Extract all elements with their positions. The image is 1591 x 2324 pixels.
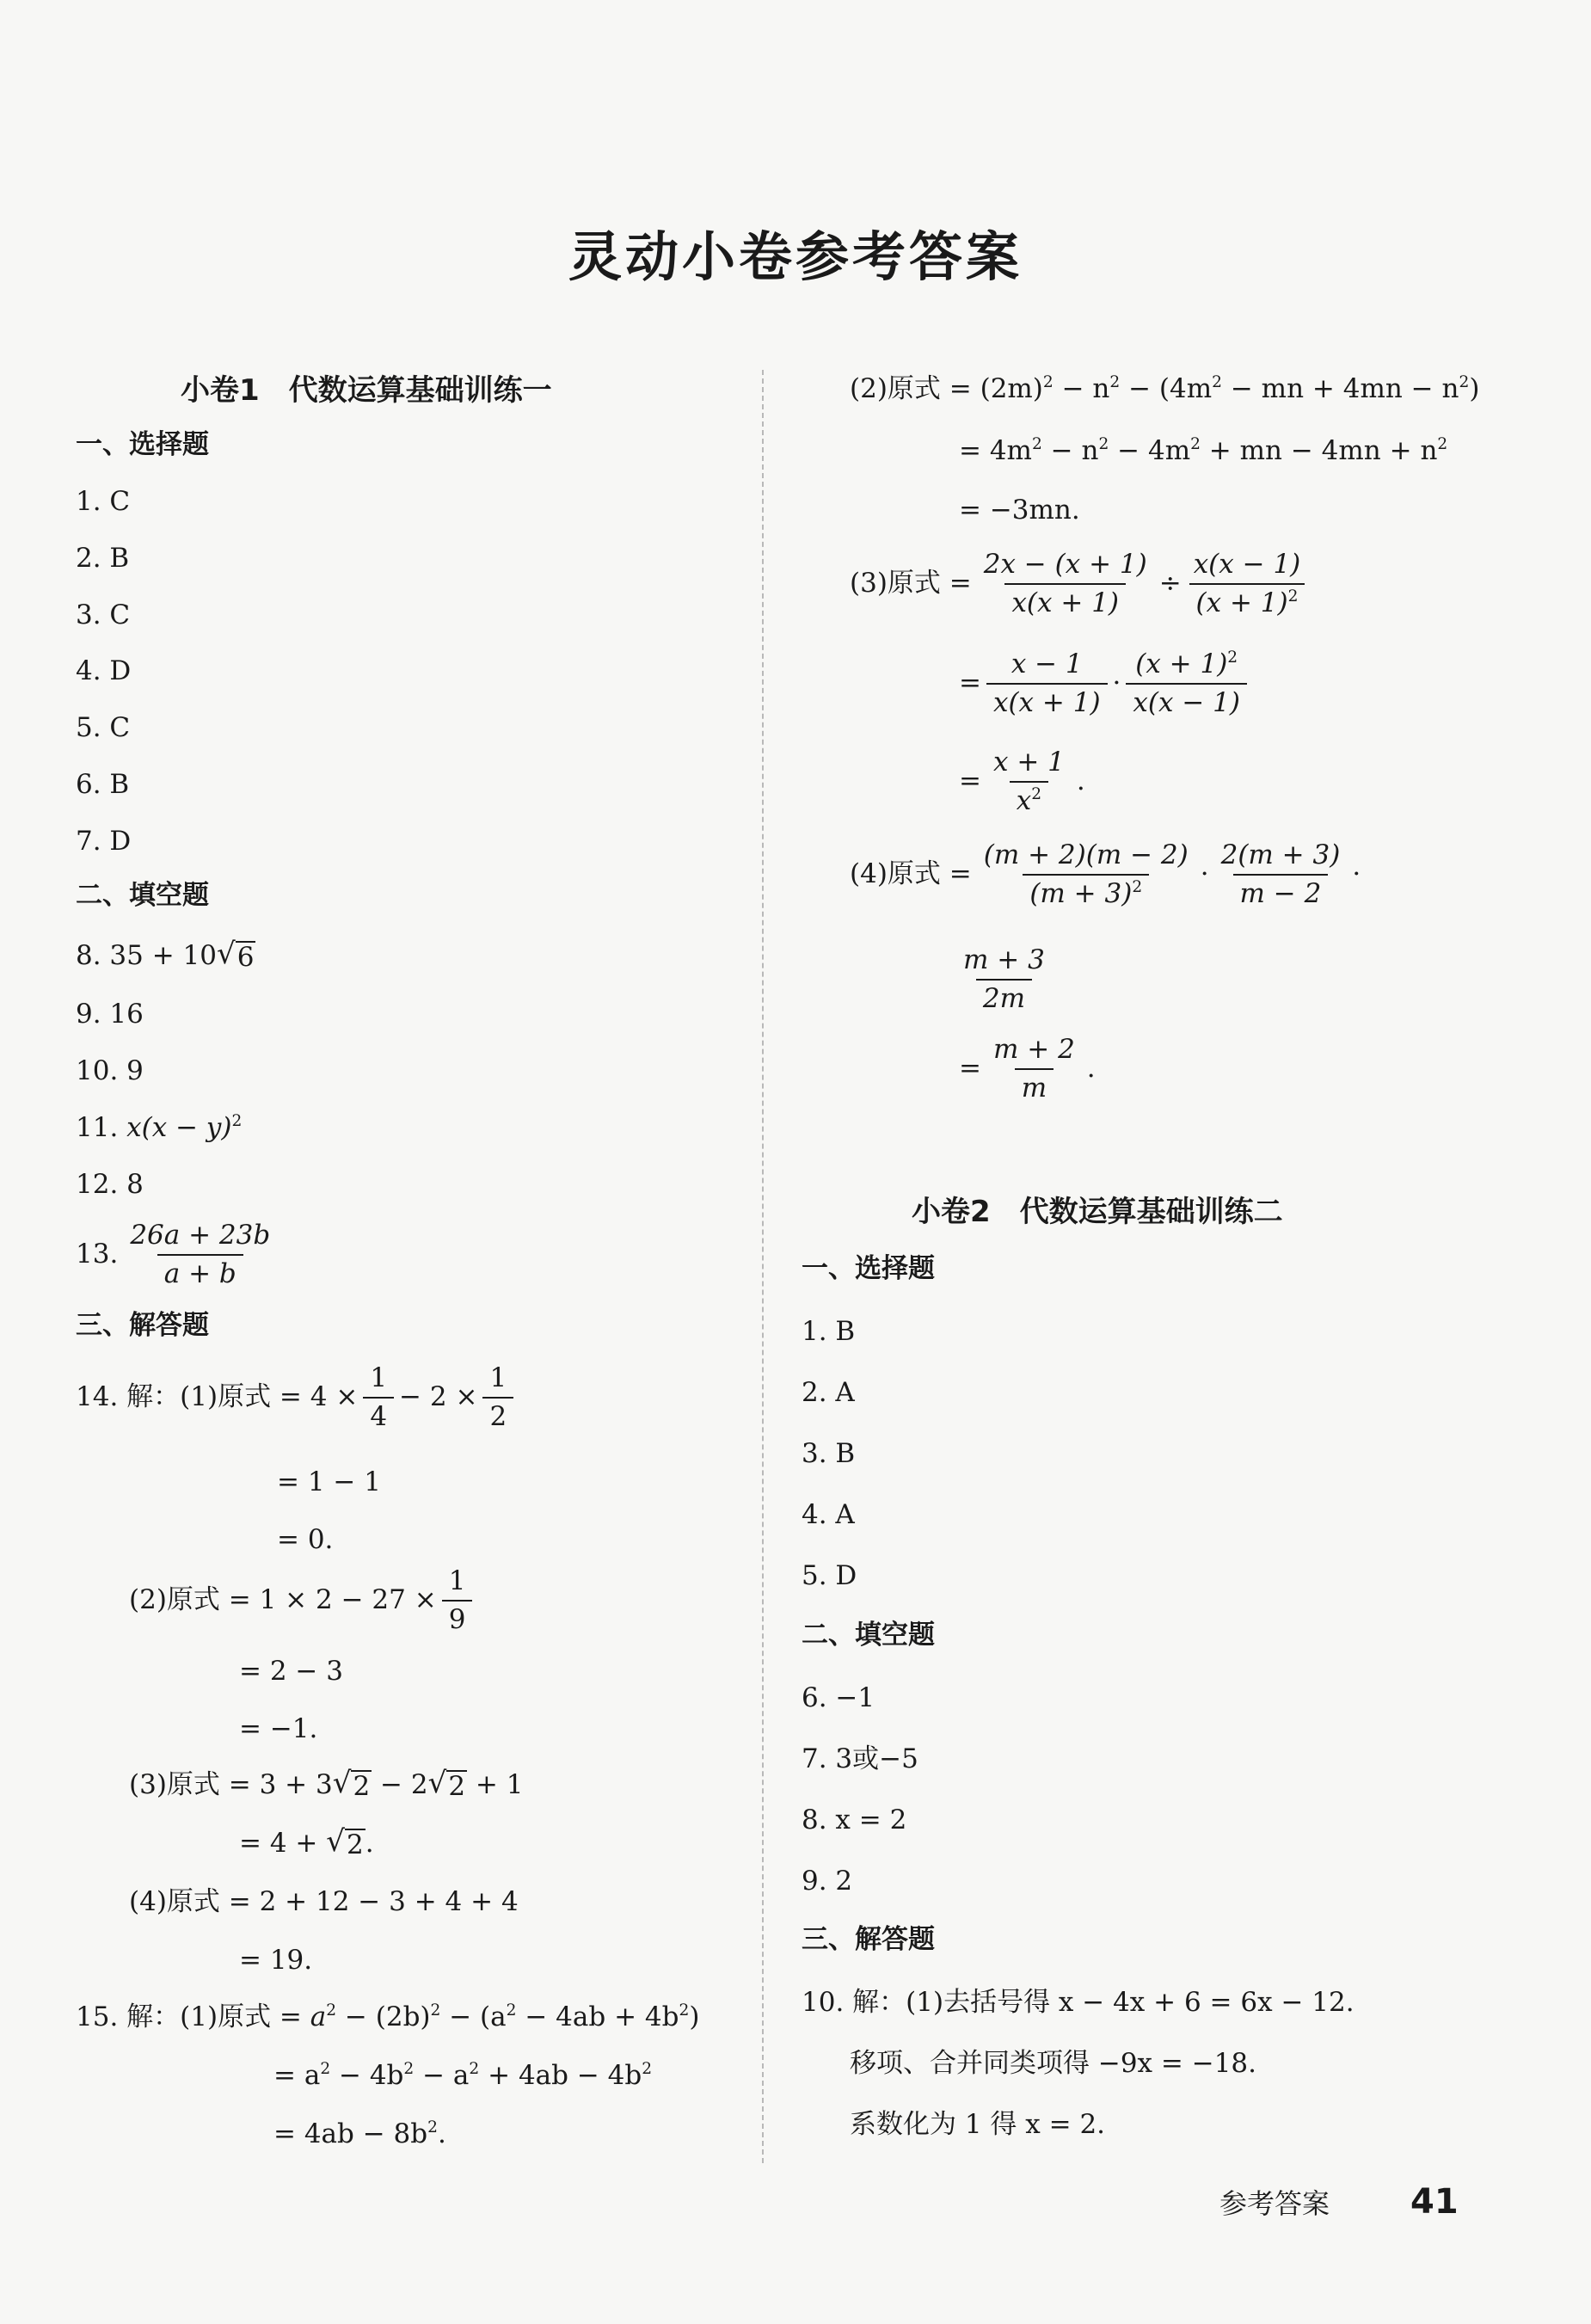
solution-line: = 1 − 1 bbox=[277, 1466, 381, 1497]
solution-line: = $\frac{x + 1}{x^2}$ . bbox=[959, 747, 1085, 816]
answer-item: 1. B bbox=[802, 1316, 856, 1347]
solution-line: 移项、合并同类项得 −9x = −18. bbox=[850, 2048, 1256, 2079]
solution-line: (3)原式 = 3 + 3 √ 2 − 2 √ 2 + 1 bbox=[129, 1766, 524, 1802]
answer-item: 9. 16 bbox=[76, 999, 144, 1030]
section-title-quiz-2: 小卷2 代数运算基础训练二 bbox=[912, 1195, 1283, 1229]
solution-line: = 4 + √ 2 . bbox=[239, 1824, 374, 1860]
answer-item: 7. 3或−5 bbox=[802, 1743, 918, 1774]
heading-choice: 一、选择题 bbox=[802, 1253, 935, 1284]
solution-line: (4)原式 = $\frac{(m + 2)(m - 2)}{(m + 3)^2}$ · $\frac{2(m + 3)}{m - 2}$ · bbox=[850, 839, 1361, 909]
answer-item: 8. x = 2 bbox=[802, 1804, 907, 1835]
solution-line: = 2 − 3 bbox=[239, 1656, 343, 1687]
answer-item: 6. B bbox=[76, 769, 130, 800]
solution-line: $\frac{m + 3}{2m}$ bbox=[963, 944, 1045, 1014]
solution-line: = $\frac{m + 2}{m}$ . bbox=[959, 1034, 1096, 1104]
solution-line: = −1. bbox=[239, 1713, 318, 1744]
answer-item: 3. C bbox=[76, 599, 131, 630]
answer-item: 8. 35 + 10 √ 6 bbox=[76, 937, 255, 973]
heading-fill: 二、填空题 bbox=[802, 1620, 935, 1651]
answer-item: 5. C bbox=[76, 712, 131, 743]
answer-item: 1. C bbox=[76, 486, 131, 517]
answer-item: 3. B bbox=[802, 1438, 856, 1469]
answer-item: 4. D bbox=[76, 655, 132, 686]
page-number: 41 bbox=[1410, 2182, 1459, 2222]
solution-line: 10. 解：(1)去括号得 x − 4x + 6 = 6x − 12. bbox=[802, 1987, 1354, 2018]
answer-item: 2. B bbox=[76, 543, 130, 574]
solution-line: = 19. bbox=[239, 1945, 313, 1976]
heading-choice: 一、选择题 bbox=[76, 429, 209, 460]
answer-item: 4. A bbox=[802, 1499, 855, 1530]
solution-line: = −3mn. bbox=[959, 495, 1080, 526]
solution-line: = $a^2 - 4b^2 - a^2 + 4ab - 4b^2$ bbox=[273, 2059, 653, 2091]
solution-line: = $4m^2 - n^2 - 4m^2$ + mn − $4mn + n^2$ bbox=[959, 434, 1448, 466]
answer-item: 5. D bbox=[802, 1560, 857, 1591]
answer-item: 11. $x(x - y)^2$ bbox=[76, 1111, 243, 1143]
solution-line: (3)原式 = $\frac{2x - (x + 1)}{x(x + 1)}$ ÷ $\frac{x(x - 1)}{(x + 1)^2}$ bbox=[850, 550, 1312, 617]
solution-line: = 0. bbox=[277, 1524, 334, 1555]
solution-line: (2)原式 = $(2m)^2 - n^2 - (4m^2$ − mn + $4mn - n^2$) bbox=[850, 372, 1480, 404]
solution-line: (2)原式 = 1 × 2 − 27 × $\frac{1}{9}$ bbox=[129, 1567, 477, 1633]
answer-item: 10. 9 bbox=[76, 1055, 144, 1086]
solution-line: 系数化为 1 得 x = 2. bbox=[850, 2109, 1106, 2140]
footer-label: 参考答案 bbox=[1219, 2187, 1330, 2220]
solution-line: 14. 解：(1)原式 = 4 × $\frac{1}{4}$ − 2 × $\frac{1}{2}$ bbox=[76, 1364, 519, 1430]
solution-line: (4)原式 = 2 + 12 − 3 + 4 + 4 bbox=[129, 1886, 519, 1917]
answer-item: 13. $\frac{26a + 23b}{a + b}$ bbox=[76, 1220, 271, 1289]
answer-item: 7. D bbox=[76, 826, 132, 857]
heading-solve: 三、解答题 bbox=[802, 1924, 935, 1955]
page-title: 灵动小卷参考答案 bbox=[568, 225, 1023, 288]
answer-item: 9. 2 bbox=[802, 1866, 853, 1897]
column-divider bbox=[762, 370, 764, 2163]
solution-line: = $4ab - 8b^2$. bbox=[273, 2118, 446, 2149]
answer-item: 2. A bbox=[802, 1377, 855, 1408]
section-title-quiz-1: 小卷1 代数运算基础训练一 bbox=[181, 373, 552, 408]
answer-item: 12. 8 bbox=[76, 1169, 144, 1200]
heading-fill: 二、填空题 bbox=[76, 880, 209, 911]
solution-line: 15. 解：(1)原式 = $a^2 - (2b)^2 - (a^2 - 4ab + 4b^2)$ bbox=[76, 2001, 700, 2032]
solution-line: = $\frac{x - 1}{x(x + 1)}$ · $\frac{(x + 1)^2}{x(x - 1)}$ bbox=[959, 650, 1252, 716]
heading-solve: 三、解答题 bbox=[76, 1310, 209, 1341]
answer-item: 6. −1 bbox=[802, 1682, 875, 1713]
